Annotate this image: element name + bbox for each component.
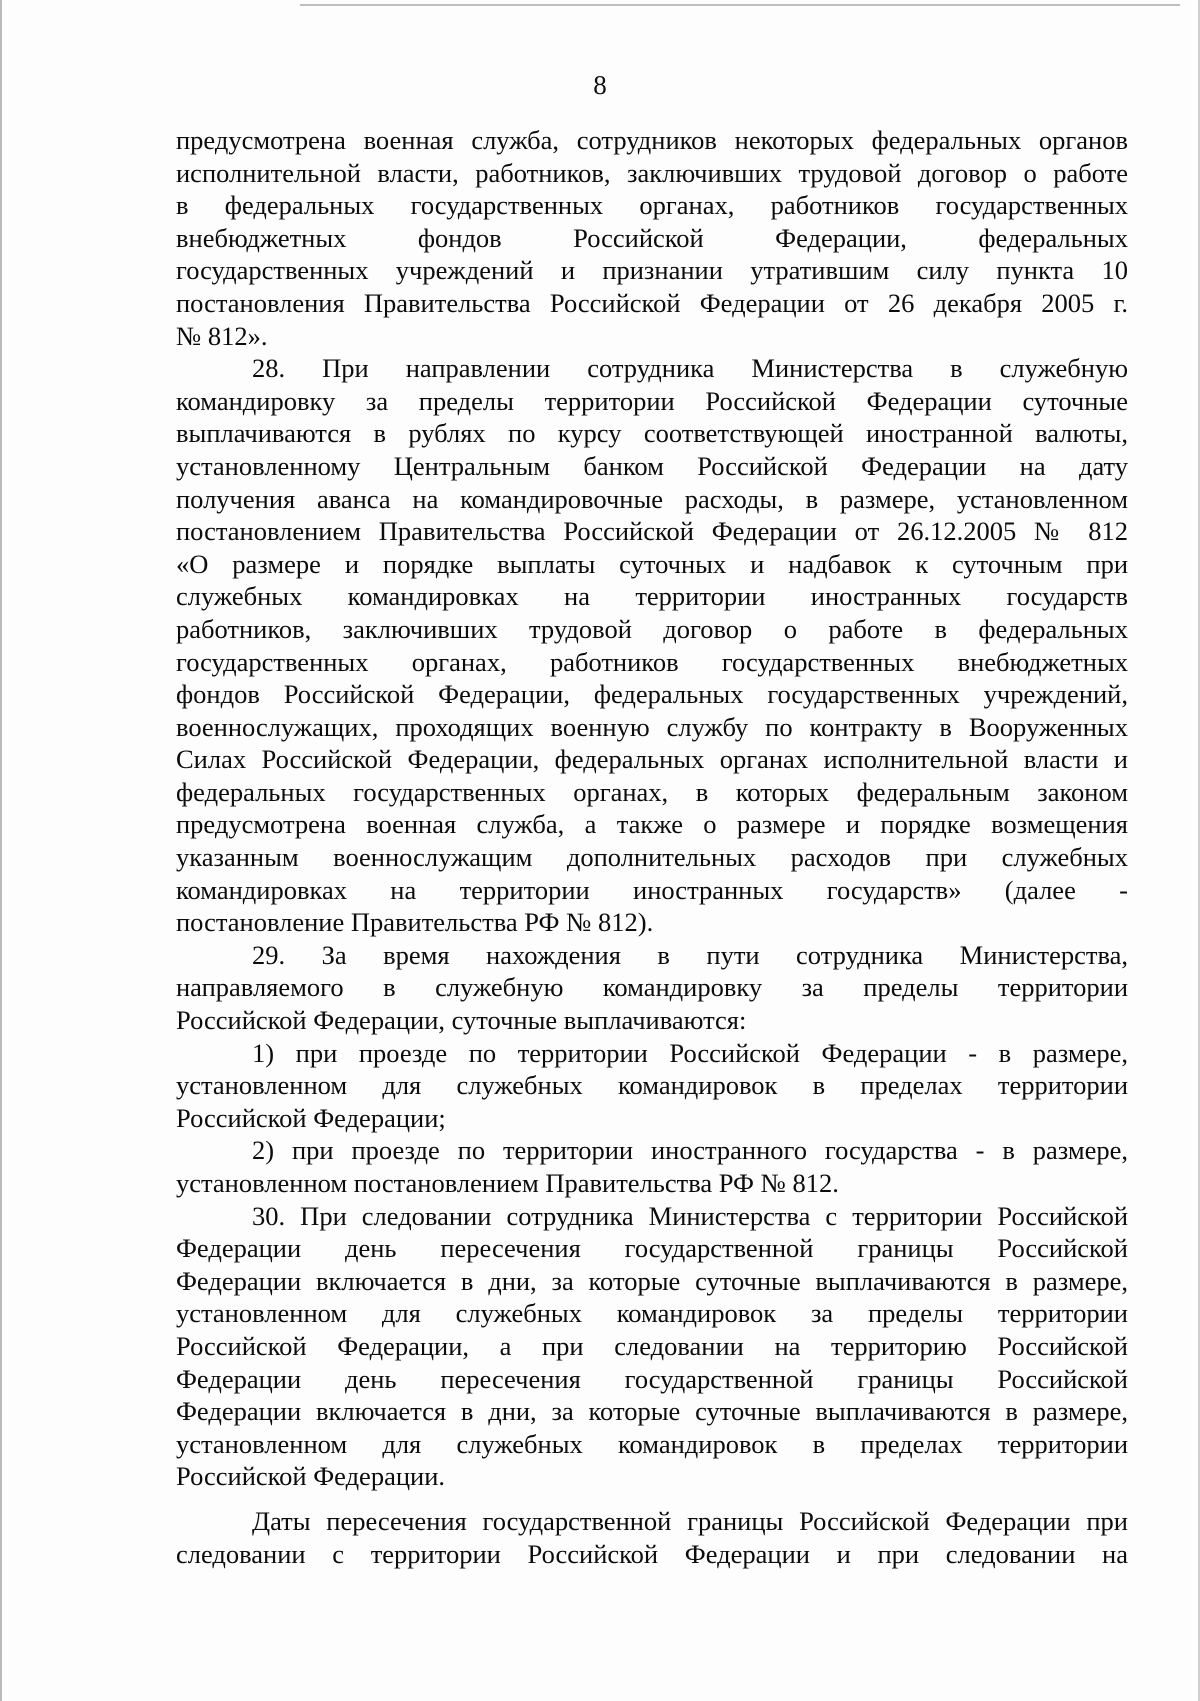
text-line: Федерации день пересечения государственной границы Российской bbox=[176, 1233, 1128, 1264]
text-line: постановлением Правительства Российской Федерации от 26.12.2005 № 812 bbox=[176, 516, 1128, 547]
text-line: получения аванса на командировочные расходы, в размере, установленном bbox=[176, 483, 1128, 514]
text-line: указанным военнослужащим дополнительных расходов при служебных bbox=[176, 842, 1128, 873]
text-line: выплачиваются в рублях по курсу соответствующей иностранной валюты, bbox=[176, 418, 1128, 449]
paragraph-p30 bbox=[176, 1200, 1128, 1493]
text-line: 29. За время нахождения в пути сотрудника Министерства, bbox=[252, 939, 1128, 970]
text-line: в федеральных государственных органах, работников государственных bbox=[176, 190, 1128, 221]
text-line: Российской Федерации; bbox=[176, 1102, 446, 1133]
text-line: постановления Правительства Российской Федерации от 26 декабря 2005 г. bbox=[176, 287, 1128, 318]
text-line: служебных командировках на территории иностранных государств bbox=[176, 581, 1128, 612]
text-line: Российской Федерации, суточные выплачиваются: bbox=[176, 1005, 747, 1036]
text-line: направляемого в служебную командировку за пределы территории bbox=[176, 972, 1128, 1003]
text-line: постановление Правительства РФ № 812). bbox=[176, 907, 654, 938]
paragraph-p29 bbox=[176, 939, 1128, 1037]
scan-artifact-left-edge bbox=[0, 0, 2, 1701]
text-line: 1) при проезде по территории Российской Федерации - в размере, bbox=[252, 1037, 1128, 1068]
scan-artifact-top bbox=[300, 4, 1180, 6]
paragraph-p29_1 bbox=[176, 1037, 1128, 1135]
text-line: командировках на территории иностранных государств» (далее - bbox=[176, 874, 1128, 905]
page-number: 8 bbox=[593, 70, 607, 100]
text-line: установленном постановлением Правительства РФ № 812. bbox=[176, 1168, 839, 1198]
text-line: Федерации включается в дни, за которые суточные выплачиваются в размере, bbox=[176, 1396, 1128, 1427]
text-line: № 812». bbox=[176, 320, 268, 351]
text-line: Федерации включается в дни, за которые суточные выплачиваются в размере, bbox=[176, 1265, 1128, 1296]
text-line: 30. При следовании сотрудника Министерства с территории Российской bbox=[252, 1200, 1128, 1231]
text-line: Российской Федерации, а при следовании на территорию Российской bbox=[176, 1330, 1128, 1361]
text-line: следовании с территории Российской Федерации и при следовании на bbox=[176, 1538, 1128, 1569]
text-line: Российской Федерации. bbox=[176, 1461, 445, 1492]
text-line: Силах Российской Федерации, федеральных органах исполнительной власти и bbox=[176, 744, 1128, 775]
text-line: 28. При направлении сотрудника Министерства в служебную bbox=[252, 353, 1128, 384]
text-line: фондов Российской Федерации, федеральных государственных учреждений, bbox=[176, 679, 1128, 710]
text-line: внебюджетных фондов Российской Федерации, федеральных bbox=[176, 222, 1128, 253]
paragraph-p_dates bbox=[176, 1505, 1128, 1570]
text-line: государственных учреждений и признании утратившим силу пункта 10 bbox=[176, 255, 1128, 286]
text-line: предусмотрена военная служба, сотрудников некоторых федеральных органов bbox=[176, 125, 1128, 155]
text-line: военнослужащих, проходящих военную службу по контракту в Вооруженных bbox=[176, 711, 1128, 742]
text-line: командировку за пределы территории Российской Федерации суточные bbox=[176, 385, 1128, 416]
text-line: установленном для служебных командировок за пределы территории bbox=[176, 1298, 1128, 1329]
text-line: «О размере и порядке выплаты суточных и надбавок к суточным при bbox=[176, 548, 1128, 579]
paragraph-gap bbox=[176, 1493, 1128, 1505]
text-line: 2) при проезде по территории иностранного государства - в размере, bbox=[252, 1135, 1128, 1166]
text-line: установленном для служебных командировок в пределах территории bbox=[176, 1428, 1128, 1459]
paragraph-p28 bbox=[176, 352, 1128, 939]
text-line: установленном для служебных командировок в пределах территории bbox=[176, 1070, 1128, 1101]
text-line: исполнительной власти, работников, заключивших трудовой договор о работе bbox=[176, 157, 1128, 188]
text-line: Федерации день пересечения государственной границы Российской bbox=[176, 1363, 1128, 1394]
text-line: федеральных государственных органах, в которых федеральным законом bbox=[176, 776, 1128, 807]
text-line: установленному Центральным банком Российской Федерации на дату bbox=[176, 450, 1128, 481]
paragraph-p_cont bbox=[176, 124, 1128, 352]
text-line: работников, заключивших трудовой договор о работе в федеральных bbox=[176, 613, 1128, 644]
document-body bbox=[176, 124, 1128, 1570]
paragraph-p29_2 bbox=[176, 1134, 1128, 1199]
text-line: предусмотрена военная служба, а также о размере и порядке возмещения bbox=[176, 809, 1128, 840]
text-line: Даты пересечения государственной границы Российской Федерации при bbox=[252, 1505, 1128, 1536]
text-line: государственных органах, работников государственных внебюджетных bbox=[176, 646, 1128, 677]
